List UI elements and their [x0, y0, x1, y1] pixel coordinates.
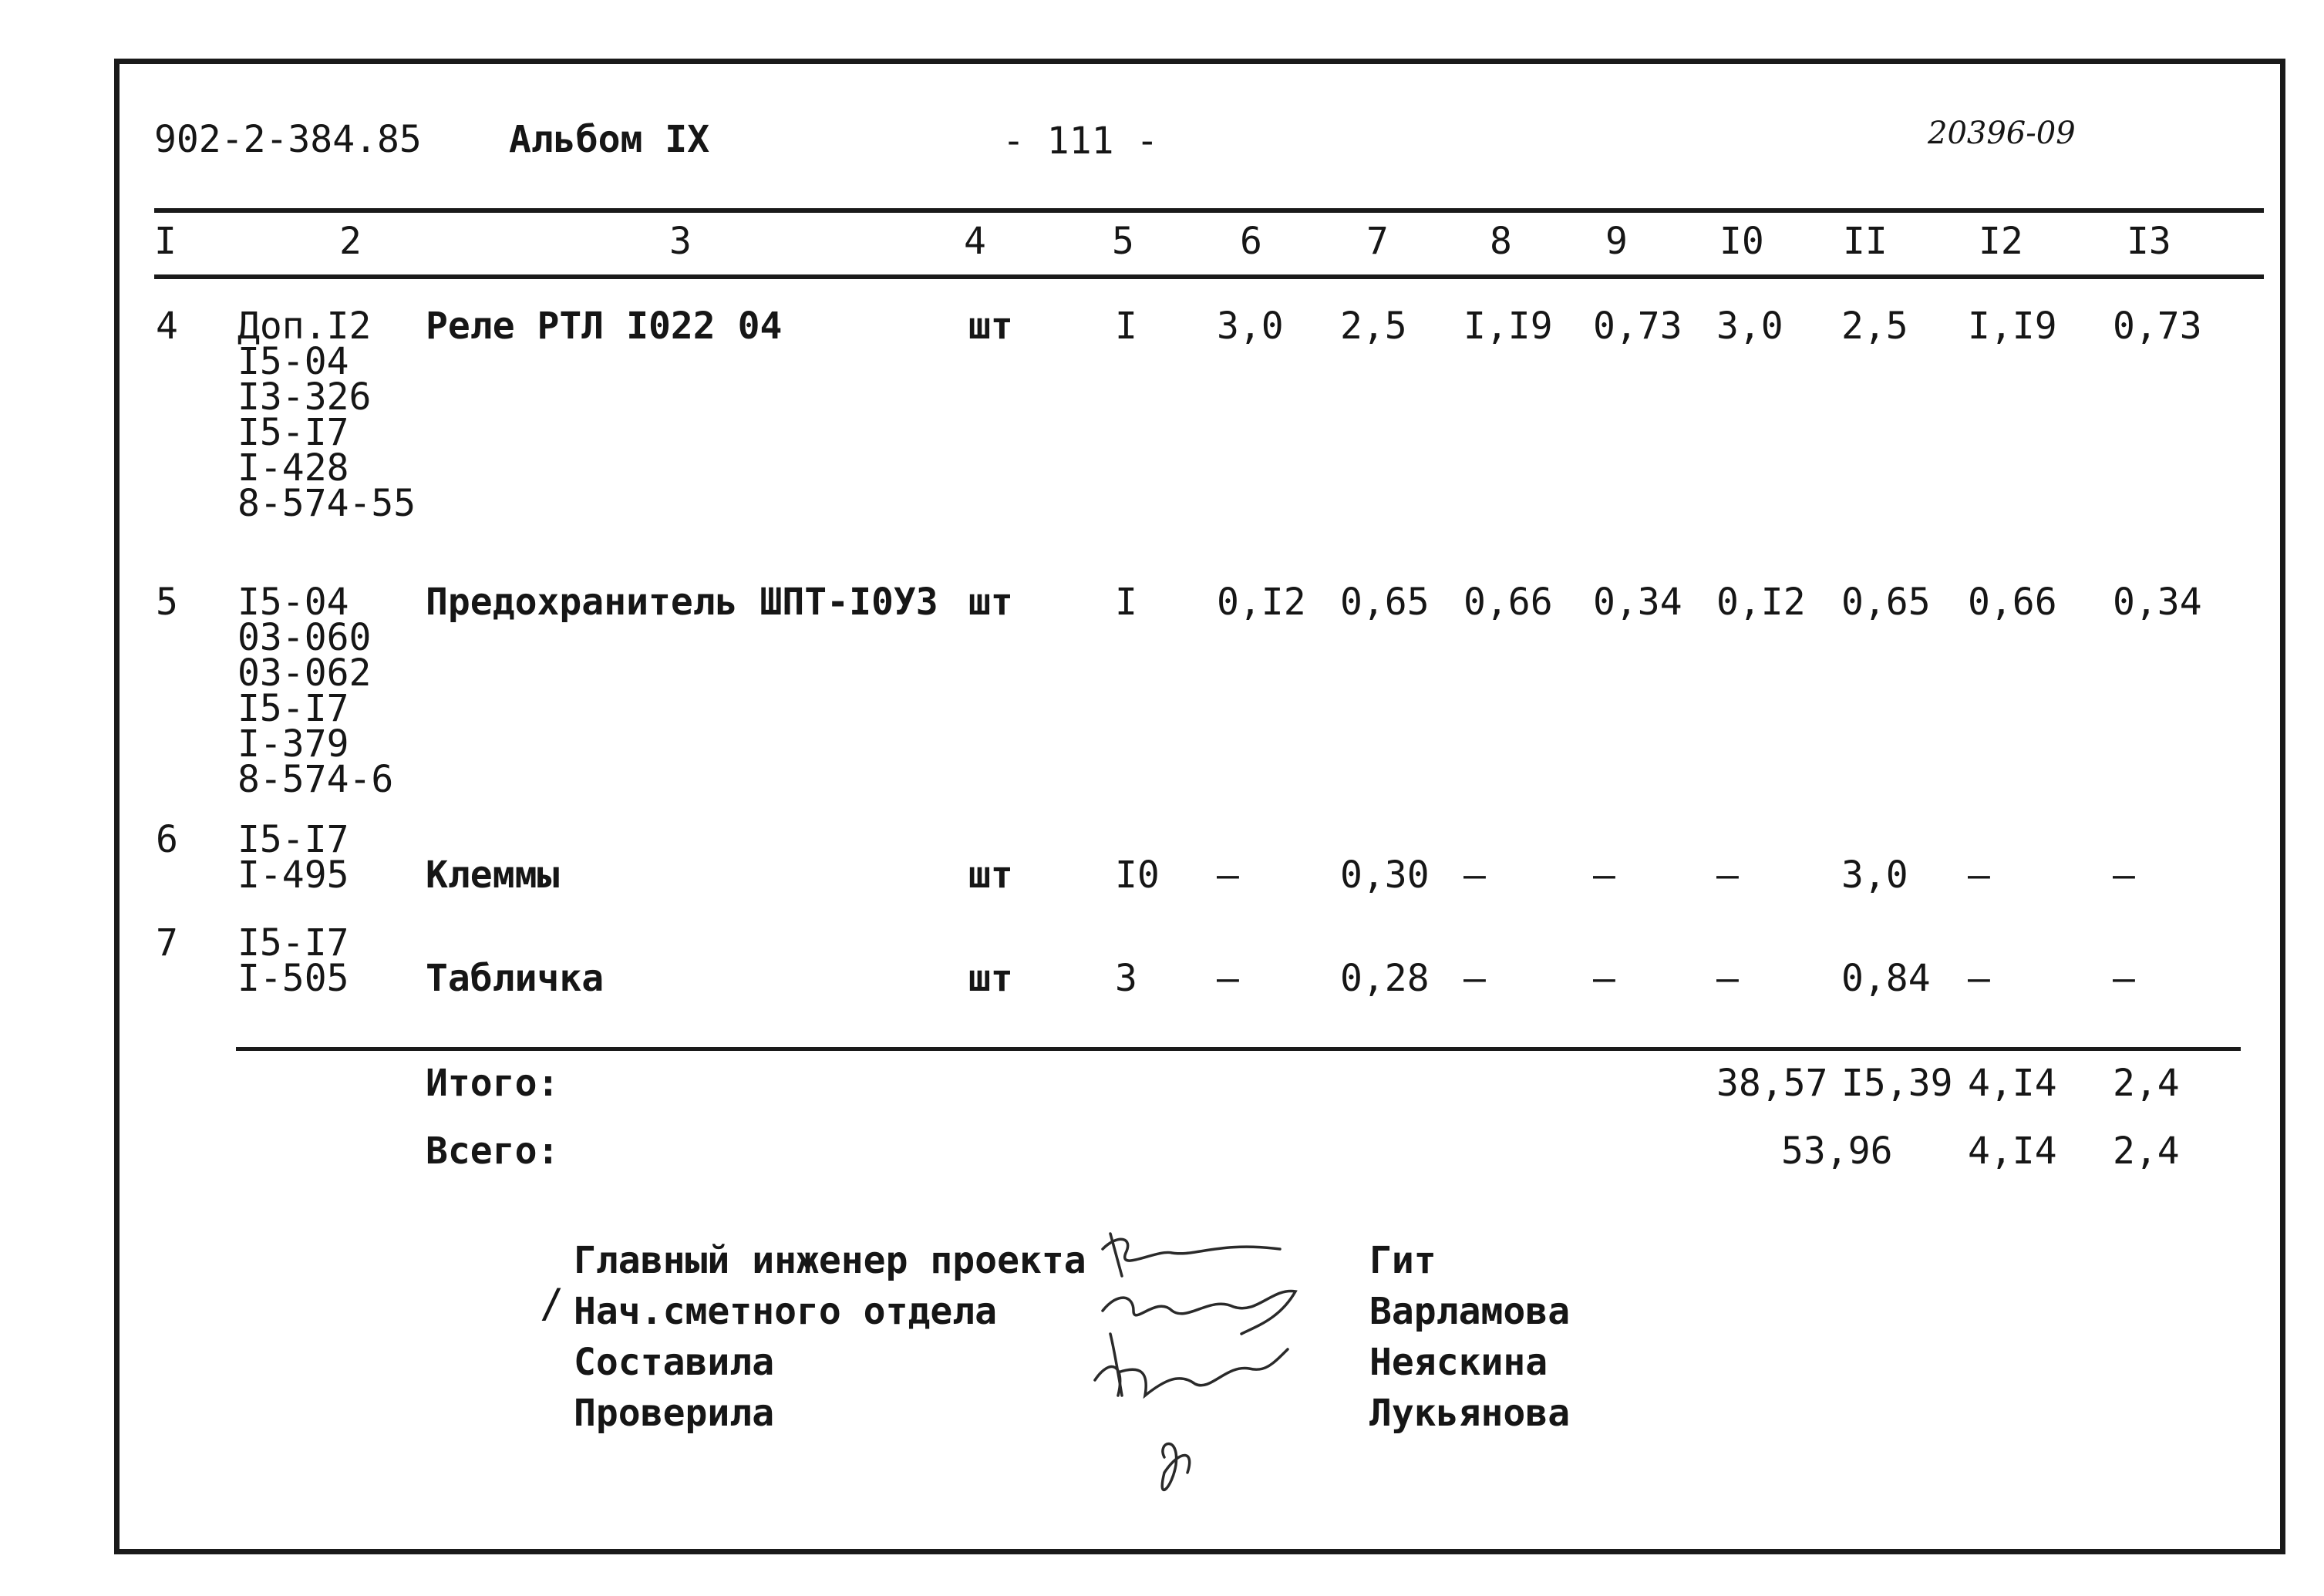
- item-quantity: 3: [1115, 957, 1137, 1000]
- cell-c13: 0,34: [2113, 581, 2202, 624]
- cell-c13: –: [2113, 854, 2135, 897]
- cell-c6: –: [1217, 854, 1239, 897]
- item-name: Предохранитель ШПТ-I0УЗ: [426, 581, 938, 624]
- signature-name: Гит: [1369, 1239, 1437, 1282]
- row-references: [237, 305, 416, 525]
- cell-c8: 0,66: [1463, 581, 1553, 624]
- reference-code: I5-I7: [237, 411, 349, 454]
- item-quantity: I0: [1115, 854, 1160, 897]
- column-header-10: I0: [1719, 220, 1764, 263]
- column-header-12: I2: [1979, 220, 2023, 263]
- row-number: 6: [156, 818, 178, 861]
- cell-c12: –: [1968, 854, 1990, 897]
- vsego-col10-11: 53,96: [1781, 1130, 1893, 1173]
- vsego-col13: 2,4: [2113, 1130, 2180, 1173]
- item-unit: шт: [968, 305, 1013, 348]
- cell-c13: –: [2113, 957, 2135, 1000]
- reference-code: 03-062: [237, 652, 372, 695]
- header-rule-top: [154, 208, 2264, 213]
- column-header-4: 4: [964, 220, 986, 263]
- vsego-label: Всего:: [426, 1130, 560, 1173]
- cell-c9: 0,73: [1593, 305, 1682, 348]
- signature-name: Лукьянова: [1369, 1392, 1571, 1435]
- item-unit: шт: [968, 854, 1013, 897]
- header-rule-bottom: [154, 274, 2264, 279]
- cell-c10: 3,0: [1716, 305, 1783, 348]
- column-header-2: 2: [339, 220, 362, 263]
- cell-c7: 0,30: [1340, 854, 1430, 897]
- reference-code: I-495: [237, 854, 349, 897]
- reference-code: I5-04: [237, 581, 349, 624]
- row-references: [237, 818, 349, 897]
- reference-code: I5-I7: [237, 687, 349, 730]
- cell-c12: 0,66: [1968, 581, 2057, 624]
- cell-c13: 0,73: [2113, 305, 2202, 348]
- reference-code: I5-04: [237, 340, 349, 383]
- reference-code: Доп.I2: [237, 305, 372, 348]
- reference-code: 03-060: [237, 616, 372, 659]
- item-quantity: I: [1115, 581, 1137, 624]
- page-number: - 111 -: [1002, 120, 1159, 163]
- column-header-9: 9: [1605, 220, 1628, 263]
- cell-c6: 3,0: [1217, 305, 1284, 348]
- item-name: Клеммы: [426, 854, 560, 897]
- reference-code: I5-I7: [237, 921, 349, 965]
- cell-c11: 3,0: [1841, 854, 1908, 897]
- row-references: [237, 581, 394, 801]
- cell-c10: 0,I2: [1716, 581, 1806, 624]
- signature-role: Проверила: [574, 1392, 775, 1435]
- totals-rule: [236, 1047, 2241, 1051]
- doc-code: 902-2-384.85: [154, 118, 422, 161]
- reference-code: 8-574-55: [237, 482, 416, 525]
- reference-code: I5-I7: [237, 818, 349, 861]
- cell-c7: 0,65: [1340, 581, 1430, 624]
- cell-c12: –: [1968, 957, 1990, 1000]
- column-header-8: 8: [1490, 220, 1512, 263]
- cell-c7: 0,28: [1340, 957, 1430, 1000]
- cell-c10: –: [1716, 957, 1739, 1000]
- row-number: 7: [156, 921, 178, 965]
- cell-c8: –: [1463, 854, 1486, 897]
- item-quantity: I: [1115, 305, 1137, 348]
- cell-c9: 0,34: [1593, 581, 1682, 624]
- cell-c12: I,I9: [1968, 305, 2057, 348]
- row-references: [237, 921, 349, 1000]
- column-header-11: II: [1843, 220, 1888, 263]
- cell-c11: 0,65: [1841, 581, 1931, 624]
- vsego-col12: 4,I4: [1968, 1130, 2057, 1173]
- cell-c10: –: [1716, 854, 1739, 897]
- reference-code: I-428: [237, 446, 349, 490]
- column-header-3: 3: [669, 220, 692, 263]
- reference-code: I-505: [237, 957, 349, 1000]
- signature-role: Составила: [574, 1341, 775, 1384]
- column-header-7: 7: [1366, 220, 1389, 263]
- column-header-5: 5: [1112, 220, 1134, 263]
- cell-c11: 2,5: [1841, 305, 1908, 348]
- cell-c9: –: [1593, 957, 1615, 1000]
- row-number: 5: [156, 581, 178, 624]
- column-header-13: I3: [2127, 220, 2171, 263]
- itogo-col12: 4,I4: [1968, 1062, 2057, 1105]
- itogo-col10: 38,57: [1716, 1062, 1828, 1105]
- document-number: 20396-09: [1928, 116, 2076, 151]
- itogo-col11: I5,39: [1841, 1062, 1953, 1105]
- signature-role: Нач.сметного отдела: [574, 1290, 998, 1333]
- signature-name: Варламова: [1369, 1290, 1571, 1333]
- signature-role: Главный инженер проекта: [574, 1239, 1086, 1282]
- cell-c9: –: [1593, 854, 1615, 897]
- cell-c8: –: [1463, 957, 1486, 1000]
- cell-c7: 2,5: [1340, 305, 1407, 348]
- reference-code: I3-326: [237, 375, 372, 419]
- signature-name: Неяскина: [1369, 1341, 1548, 1384]
- item-unit: шт: [968, 957, 1013, 1000]
- column-header-1: I: [154, 220, 177, 263]
- album-label: Альбом IX: [509, 118, 710, 161]
- itogo-label: Итого:: [426, 1062, 560, 1105]
- reference-code: I-379: [237, 722, 349, 766]
- cell-c11: 0,84: [1841, 957, 1931, 1000]
- reference-code: 8-574-6: [237, 758, 394, 801]
- row-number: 4: [156, 305, 178, 348]
- item-name: Реле РТЛ I022 04: [426, 305, 783, 348]
- item-name: Табличка: [426, 957, 605, 1000]
- item-unit: шт: [968, 581, 1013, 624]
- handwritten-signatures: [1087, 1218, 1342, 1511]
- cell-c6: 0,I2: [1217, 581, 1306, 624]
- itogo-col13: 2,4: [2113, 1062, 2180, 1105]
- cell-c6: –: [1217, 957, 1239, 1000]
- cell-c8: I,I9: [1463, 305, 1553, 348]
- margin-mark: /: [540, 1281, 564, 1327]
- column-header-6: 6: [1240, 220, 1262, 263]
